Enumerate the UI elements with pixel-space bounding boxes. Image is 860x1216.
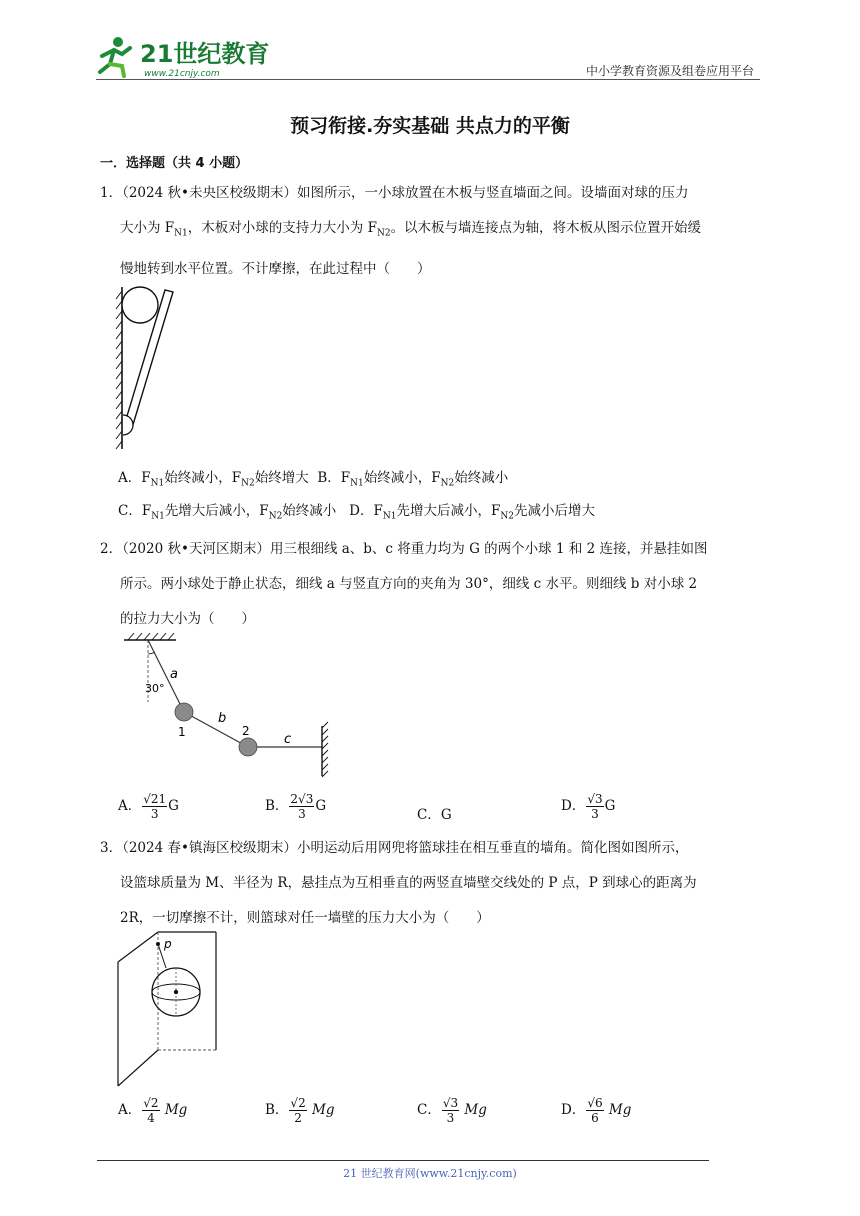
- q1-option-a-sub1: N1: [150, 478, 165, 489]
- q1-options-row2: [118, 499, 595, 522]
- q3-option-d-num: √6: [587, 1096, 603, 1110]
- q2-angle-label: 30°: [145, 682, 165, 695]
- q2-option-b-num: 2√3: [290, 792, 314, 806]
- q1-option-a-pre: A．F: [118, 470, 151, 486]
- q2-option-d: [561, 792, 615, 821]
- q3-option-d-suffix: Mg: [608, 1102, 632, 1118]
- q1-option-a-post: 始终增大: [254, 470, 309, 486]
- q2-ball-1: [175, 703, 193, 721]
- q1-option-d-pre: D．F: [349, 503, 383, 519]
- footer-link[interactable]: 21 世纪教育网(www.21cnjy.com): [343, 1167, 517, 1180]
- q2-line-c-label: c: [284, 732, 292, 747]
- q1-option-a-sub2: N2: [241, 478, 255, 489]
- q1-option-d-sub1: N1: [382, 511, 397, 522]
- q2-line1: （2020 秋•天河区期末）用三根细线 a、b、c 将重力均为 G 的两个小球 1 和 2 连接，并悬挂如图: [122, 541, 708, 557]
- q2-line3: 的拉力大小为（ ）: [120, 611, 255, 627]
- q1-option-b-sub1: N1: [350, 478, 364, 489]
- q1-number: 1．: [100, 185, 123, 201]
- q3-option-b-den: 2: [294, 1111, 302, 1125]
- q1-line2a: 大小为 F: [120, 220, 175, 236]
- q1-option-d-mid: 先增大后减小，F: [396, 503, 501, 519]
- q3-option-b-num: √2: [290, 1096, 306, 1110]
- q1-line2b: ，木板对小球的支持力大小为 F: [187, 220, 377, 236]
- q2-line2: 所示。两小球处于静止状态，细线 a 与竖直方向的夹角为 30°，细线 c 水平。则细线 b 对小球 2: [120, 576, 698, 592]
- q1-option-c-pre: C．F: [118, 503, 152, 519]
- q3-point-p-label: p: [164, 937, 172, 951]
- q2-option-d-label: D．: [561, 798, 586, 814]
- q1-option-b-sub2: N2: [440, 478, 455, 489]
- q2-option-a-label: A．: [118, 798, 142, 814]
- q3-option-b: [265, 1096, 334, 1125]
- q3-option-b-suffix: Mg: [312, 1102, 335, 1118]
- q1-sub-n1: N1: [174, 228, 188, 239]
- header-divider: [96, 79, 760, 80]
- q3-option-a-num: √2: [143, 1096, 159, 1110]
- section-heading: 一．选择题（共 4 小题）: [100, 156, 249, 171]
- q2-option-c: [417, 803, 452, 823]
- q3-option-c-suffix: Mg: [464, 1102, 487, 1118]
- q3-option-a-label: A．: [118, 1102, 142, 1118]
- q2-ball-2-label: 2: [242, 724, 250, 738]
- q3-line3: 2R，一切摩擦不计，则篮球对任一墙壁的压力大小为（ ）: [120, 910, 490, 926]
- q1-figure: [114, 283, 184, 457]
- question-1: [100, 176, 765, 287]
- q2-option-c-label: C．: [417, 807, 441, 823]
- platform-name: 中小学教育资源及组卷应用平台: [585, 64, 754, 78]
- q2-option-c-text: G: [440, 807, 452, 823]
- q1-options-row1: [118, 466, 508, 489]
- runner-logo-icon: [92, 34, 272, 80]
- q2-number: 2．: [100, 541, 123, 557]
- q2-ball-1-label: 1: [178, 725, 186, 739]
- q2-option-d-num: √3: [587, 792, 603, 806]
- q1-option-c-sub1: N1: [151, 511, 165, 522]
- q3-option-c-label: C．: [417, 1102, 441, 1118]
- q2-option-a: [118, 792, 179, 821]
- q3-option-d: [561, 1096, 631, 1125]
- q2-option-b-label: B．: [265, 798, 289, 814]
- q3-option-c-den: 3: [446, 1111, 455, 1125]
- q2-option-b-suffix: G: [315, 798, 327, 814]
- q1-line2c: 。以木板与墙连接点为轴，将木板从图示位置开始缓: [390, 220, 702, 236]
- page-title: 预习衔接.夯实基础 共点力的平衡: [290, 115, 570, 137]
- question-3: [100, 831, 765, 936]
- q1-option-b-mid: 始终减小，F: [363, 470, 441, 486]
- q1-option-b-pre: B．F: [317, 470, 351, 486]
- q2-line-b-label: b: [218, 711, 227, 726]
- q1-option-c-sub2: N2: [268, 511, 283, 522]
- q2-option-d-den: 3: [591, 807, 599, 821]
- q1-option-c-mid: 先增大后减小，F: [164, 503, 269, 519]
- svg-text:www.21cnjy.com: www.21cnjy.com: [144, 69, 220, 79]
- q1-option-b-post: 始终减小: [454, 470, 509, 486]
- q3-line1: （2024 春•镇海区校级期末）小明运动后用网兜将篮球挂在相互垂直的墙角。简化图如图所示，: [122, 840, 689, 856]
- site-logo: [92, 34, 272, 80]
- footer-divider: [97, 1160, 709, 1161]
- q3-number: 3．: [100, 840, 123, 856]
- q3-option-a: [118, 1096, 187, 1125]
- q1-line3: 慢地转到水平位置。不计摩擦，在此过程中（ ）: [120, 260, 431, 277]
- q2-option-a-suffix: G: [168, 798, 179, 814]
- q3-figure: [112, 928, 222, 1092]
- q3-option-d-label: D．: [561, 1102, 586, 1118]
- q3-option-d-den: 6: [591, 1111, 599, 1125]
- svg-text:21世纪教育: 21世纪教育: [140, 40, 270, 68]
- q1-option-d-post: 先减小后增大: [513, 503, 595, 519]
- q1-option-d-sub2: N2: [500, 511, 514, 522]
- question-2: [100, 532, 765, 637]
- q3-option-a-den: 4: [147, 1111, 155, 1125]
- q2-option-a-num: √21: [143, 792, 167, 806]
- q2-ball-2: [239, 738, 257, 756]
- q2-line-a-label: a: [170, 667, 178, 682]
- q2-option-a-den: 3: [150, 807, 159, 821]
- q1-sub-n2: N2: [376, 228, 391, 239]
- q3-option-c: [417, 1096, 487, 1125]
- q1-line1: （2024 秋•未央区校级期末）如图所示，一小球放置在木板与竖直墙面之间。设墙面对球的压力: [122, 185, 689, 201]
- q3-line2: 设篮球质量为 M、半径为 R，悬挂点为互相垂直的两竖直墙壁交线处的 P 点，P 到球心的距离为: [120, 875, 697, 891]
- q1-option-c-post: 始终减小: [282, 503, 337, 519]
- q3-option-a-suffix: Mg: [164, 1102, 188, 1118]
- q2-option-d-suffix: G: [604, 798, 616, 814]
- q1-option-a-mid: 始终减小，F: [164, 470, 242, 486]
- q2-option-b: [265, 792, 326, 821]
- q3-option-c-num: √3: [442, 1096, 459, 1110]
- q2-option-b-den: 3: [298, 807, 306, 821]
- q3-option-b-label: B．: [265, 1102, 289, 1118]
- q2-figure: [118, 630, 338, 786]
